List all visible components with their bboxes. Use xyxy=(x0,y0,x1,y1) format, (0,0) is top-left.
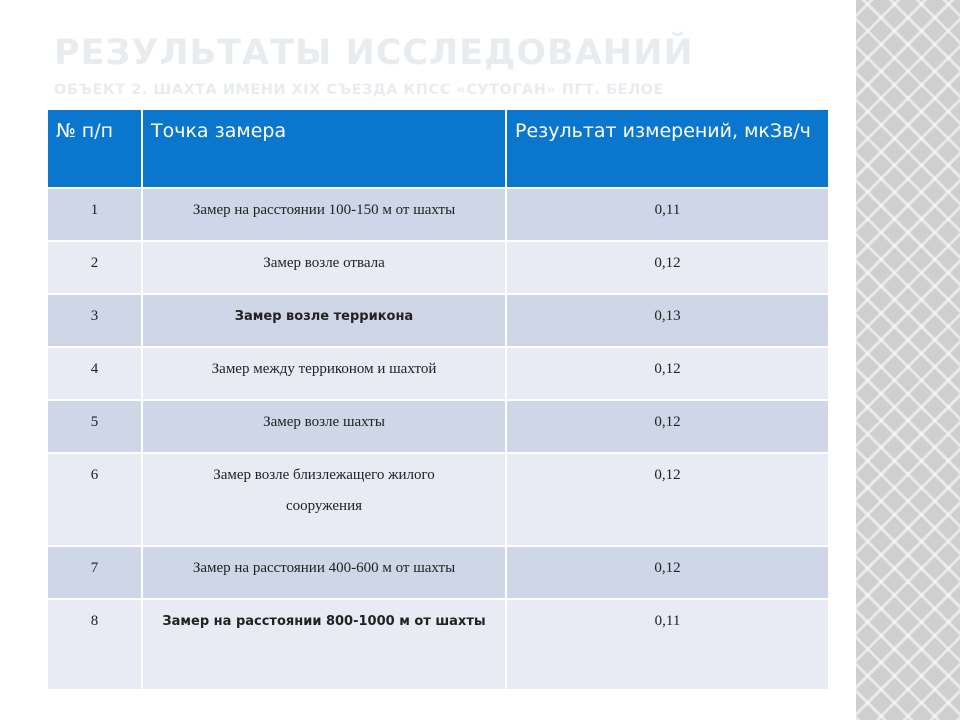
cell-point: Замер между терриконом и шахтой xyxy=(142,347,506,400)
cell-value: 0,11 xyxy=(506,599,828,689)
cell-number: 8 xyxy=(48,599,142,689)
table-row xyxy=(48,400,828,453)
header-result: Результат измерений, мкЗв/ч xyxy=(506,110,828,188)
table-row xyxy=(48,241,828,294)
header-point: Точка замера xyxy=(142,110,506,188)
cell-point: Замер на расстоянии 100-150 м от шахты xyxy=(142,188,506,241)
results-table xyxy=(48,110,828,689)
cell-number: 5 xyxy=(48,400,142,453)
cell-number: 1 xyxy=(48,188,142,241)
cell-point: Замер на расстоянии 800-1000 м от шахты xyxy=(142,599,506,689)
cell-point: Замер возле отвала xyxy=(142,241,506,294)
cell-number: 3 xyxy=(48,294,142,347)
cell-number: 6 xyxy=(48,453,142,546)
cell-value: 0,12 xyxy=(506,400,828,453)
table-header-row xyxy=(48,110,828,188)
cell-point: Замер возле близлежащего жилого сооружения xyxy=(142,453,506,546)
table-row xyxy=(48,188,828,241)
cell-number: 2 xyxy=(48,241,142,294)
table-row xyxy=(48,453,828,546)
header-number: № п/п xyxy=(48,110,142,188)
cell-value: 0,12 xyxy=(506,546,828,599)
cell-number: 4 xyxy=(48,347,142,400)
cell-value: 0,12 xyxy=(506,453,828,546)
cell-value: 0,12 xyxy=(506,347,828,400)
table-row xyxy=(48,347,828,400)
slide-title: РЕЗУЛЬТАТЫ ИССЛЕДОВАНИЙ xyxy=(54,33,694,73)
cell-value: 0,11 xyxy=(506,188,828,241)
table-row xyxy=(48,599,828,689)
cell-value: 0,13 xyxy=(506,294,828,347)
cell-point: Замер возле террикона xyxy=(142,294,506,347)
table-row xyxy=(48,546,828,599)
cell-value: 0,12 xyxy=(506,241,828,294)
decorative-side-pattern xyxy=(856,0,960,720)
cell-point: Замер на расстоянии 400-600 м от шахты xyxy=(142,546,506,599)
slide-subtitle: ОБЪЕКТ 2. ШАХТА ИМЕНИ XIX СЪЕЗДА КПСС «СУТОГАН» ПГТ. БЕЛОЕ xyxy=(54,82,664,98)
cell-number: 7 xyxy=(48,546,142,599)
table-row xyxy=(48,294,828,347)
cell-point: Замер возле шахты xyxy=(142,400,506,453)
